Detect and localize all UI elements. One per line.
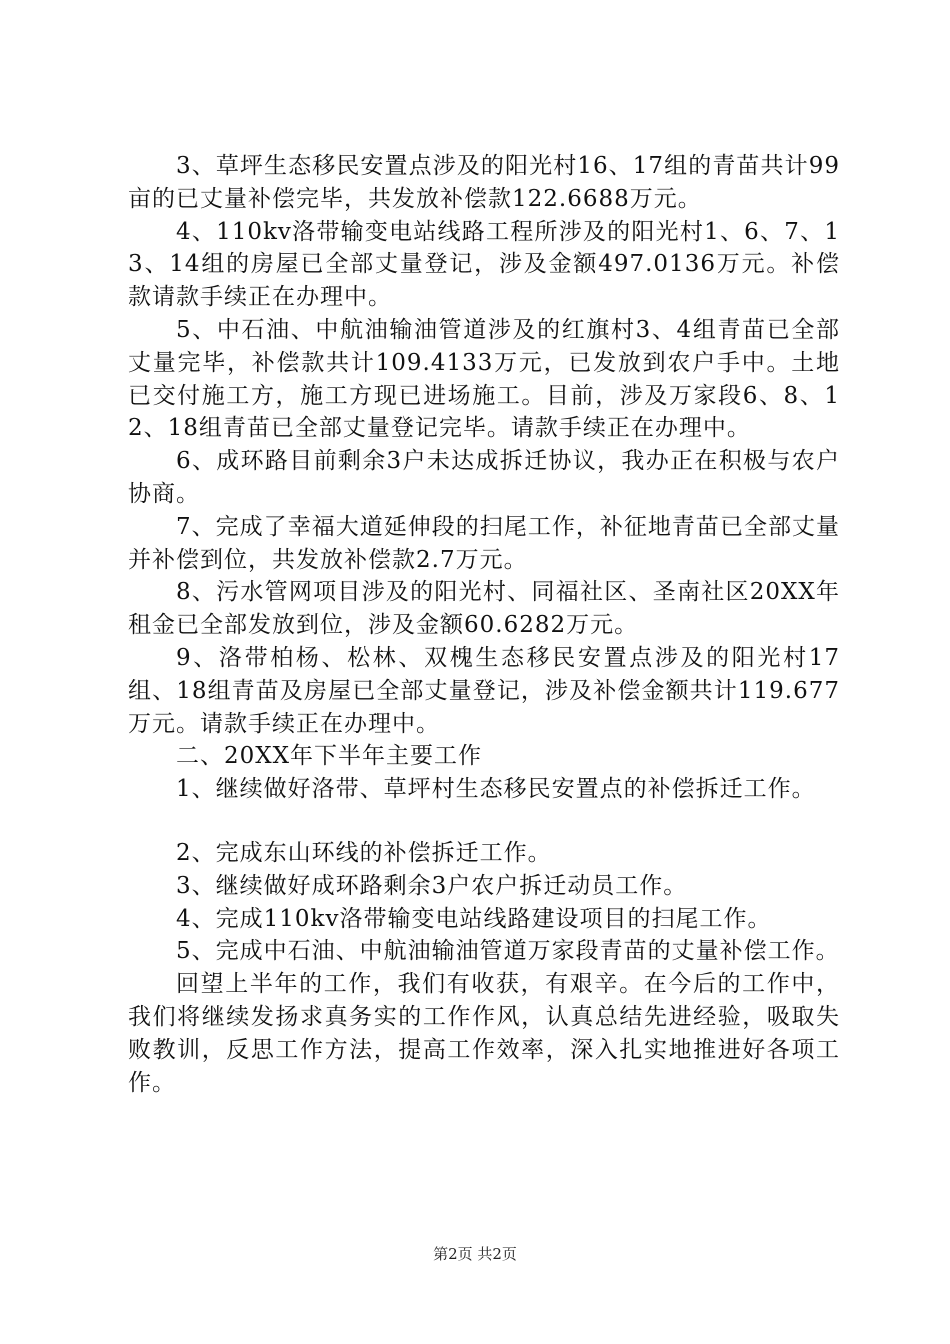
- plan-item-3: 3、继续做好成环路剩余3户农户拆迁动员工作。: [176, 872, 688, 899]
- paragraph-item-7: 7、完成了幸福大道延伸段的扫尾工作，补征地青苗已全部丈量并补偿到位，共发放补偿款2.7万元。: [128, 513, 840, 573]
- document-body: [128, 150, 840, 1099]
- paragraph-item-8: 8、污水管网项目涉及的阳光村、同福社区、圣南社区20XX年租金已全部发放到位，涉及金额60.6282万元。: [128, 579, 840, 639]
- plan-item-2: 2、完成东山环线的补偿拆迁工作。: [176, 839, 552, 866]
- plan-item-4: 4、完成110kv洛带输变电站线路建设项目的扫尾工作。: [176, 905, 772, 932]
- closing-paragraph: 回望上半年的工作，我们有收获，有艰辛。在今后的工作中，我们将继续发扬求真务实的工作作风，认真总结先进经验，吸取失败教训，反思工作方法，提高工作效率，深入扎实地推进好各项工作。: [128, 971, 840, 1096]
- page-number-footer: 第2页 共2页: [433, 1245, 517, 1263]
- paragraph-item-4: 4、110kv洛带输变电站线路工程所涉及的阳光村1、6、7、13、14组的房屋已全部丈量登记，涉及金额497.0136万元。补偿款请款手续正在办理中。: [128, 218, 840, 311]
- section-heading-second-half: 二、20XX年下半年主要工作: [176, 743, 483, 770]
- paragraph-item-5: 5、中石油、中航油输油管道涉及的红旗村3、4组青苗已全部丈量完毕，补偿款共计109.4133万元，已发放到农户手中。土地已交付施工方，施工方现已进场施工。目前，涉及万家段6、8、12、18组青苗已全部丈量登记完毕。请款手续正在办理中。: [128, 316, 840, 442]
- paragraph-item-9: 9、洛带柏杨、松林、双槐生态移民安置点涉及的阳光村17组、18组青苗及房屋已全部丈量登记，涉及补偿金额共计119.677万元。请款手续正在办理中。: [128, 644, 840, 737]
- paragraph-item-3: 3、草坪生态移民安置点涉及的阳光村16、17组的青苗共计99亩的已丈量补偿完毕，共发放补偿款122.6688万元。: [128, 153, 840, 212]
- plan-item-5: 5、完成中石油、中航油输油管道万家段青苗的丈量补偿工作。: [176, 938, 840, 965]
- paragraph-item-6: 6、成环路目前剩余3户未达成拆迁协议，我办正在积极与农户协商。: [128, 448, 840, 507]
- plan-item-1: 1、继续做好洛带、草坪村生态移民安置点的补偿拆迁工作。: [176, 776, 816, 803]
